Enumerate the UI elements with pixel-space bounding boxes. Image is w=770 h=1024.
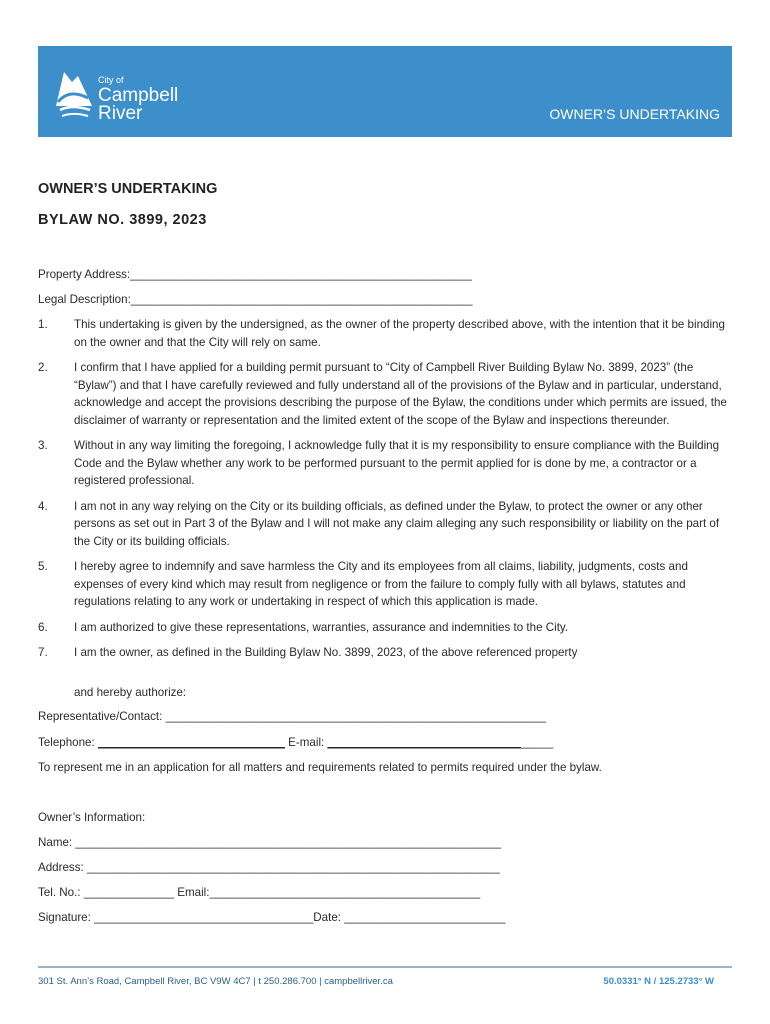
logo-campbell: Campbell bbox=[98, 85, 179, 106]
property-address-field[interactable]: Property Address:_____________________________________________________ bbox=[38, 268, 472, 281]
list-item bbox=[38, 437, 728, 490]
telephone-label: Telephone: bbox=[38, 736, 98, 749]
undertaking-list bbox=[38, 316, 728, 670]
legal-description-field[interactable]: Legal Description:_____________________________________________________ bbox=[38, 293, 473, 306]
represent-text: To represent me in an application for all matters and requirements related to permits required under the bylaw. bbox=[38, 761, 602, 774]
item-number: 6. bbox=[38, 620, 48, 634]
owner-info-heading: Owner’s Information: bbox=[38, 811, 146, 824]
list-item bbox=[38, 558, 728, 611]
item-text: I confirm that I have applied for a building permit pursuant to “City of Campbell River Building Bylaw No. 3899, 2023” (the “Bylaw”) and that I have carefully reviewed and fully understand all of the provisions of the Bylaw and in particular, understand, acknowledge and accept the provisions describing the purpose of the Bylaw, the conditions under which permits are issued, the disclaimer of warranty or representation and the limited extent of the scope of the Bylaw and inspections thereunder. bbox=[74, 361, 727, 427]
item-number: 1. bbox=[38, 318, 48, 331]
footer-coordinates: 50.0331° N / 125.2733° W bbox=[603, 976, 714, 987]
owner-name-field[interactable]: Name: __________________________________________________________________ bbox=[38, 836, 501, 849]
authorize-text: and hereby authorize: bbox=[74, 686, 187, 699]
item-number: 4. bbox=[38, 499, 48, 513]
item-text: I am the owner, as defined in the Building Bylaw No. 3899, 2023, of the above referenced property bbox=[74, 646, 578, 659]
document-title: OWNER’S UNDERTAKING bbox=[38, 181, 218, 197]
footer-divider bbox=[38, 966, 732, 968]
document-subtitle: BYLAW NO. 3899, 2023 bbox=[38, 212, 207, 228]
email-field-tail[interactable]: _____ bbox=[520, 736, 554, 749]
list-item bbox=[38, 619, 728, 637]
logo-city-of: City of bbox=[98, 75, 124, 85]
logo-mark-icon bbox=[52, 66, 96, 122]
item-text: I am not in any way relying on the City or its building officials, as defined under the Bylaw, to protect the owner or any other persons as set out in Part 3 of the Bylaw and I will not make any claim alleging any such responsibility or liability on the part of the City or its building officials. bbox=[74, 499, 720, 548]
owner-address-field[interactable]: Address: ________________________________________________________________ bbox=[38, 861, 500, 874]
list-item bbox=[38, 498, 728, 551]
list-item bbox=[38, 316, 728, 351]
signature-date-field[interactable]: Signature: __________________________________Date: _________________________ bbox=[38, 911, 506, 924]
owner-tel-email-field[interactable]: Tel. No.: ______________ Email:__________________________________________ bbox=[38, 886, 481, 899]
item-number: 3. bbox=[38, 439, 48, 452]
list-item bbox=[38, 359, 728, 429]
header-banner bbox=[38, 46, 732, 137]
item-number: 5. bbox=[38, 560, 48, 573]
representative-field[interactable]: Representative/Contact: ___________________________________________________________ bbox=[38, 710, 547, 723]
banner-title: OWNER’S UNDERTAKING bbox=[549, 106, 720, 122]
logo-river: River bbox=[98, 103, 143, 124]
list-item bbox=[38, 644, 728, 662]
footer-address: 301 St. Ann’s Road, Campbell River, BC V9W 4C7 | t 250.286.700 | campbellriver.ca bbox=[38, 976, 393, 987]
item-text: This undertaking is given by the undersigned, as the owner of the property described above, with the intention that it be binding on the owner and that the City will rely on same. bbox=[74, 318, 725, 349]
item-text: I am authorized to give these representations, warranties, assurance and indemnities to the City. bbox=[74, 620, 569, 634]
telephone-field[interactable]: _____________________________ bbox=[97, 736, 285, 749]
email-label: E-mail: bbox=[284, 736, 328, 749]
item-number: 7. bbox=[38, 646, 48, 659]
telephone-email-row bbox=[38, 736, 553, 749]
city-logo bbox=[52, 66, 202, 122]
email-field[interactable]: ______________________________ bbox=[327, 736, 521, 749]
item-number: 2. bbox=[38, 361, 48, 374]
item-text: Without in any way limiting the foregoing, I acknowledge fully that it is my responsibility to ensure compliance with the Building Code and the Bylaw whether any work to be performed pursuant to the permit applied for is done by me, a contractor or a registered professional. bbox=[74, 439, 720, 487]
item-text: I hereby agree to indemnify and save harmless the City and its employees from all claims, liability, judgments, costs and expenses of every kind which may result from negligence or from the failure to comply fully with all bylaws, statutes and regulations relating to any work or undertaking in respect of which this application is made. bbox=[74, 560, 688, 608]
